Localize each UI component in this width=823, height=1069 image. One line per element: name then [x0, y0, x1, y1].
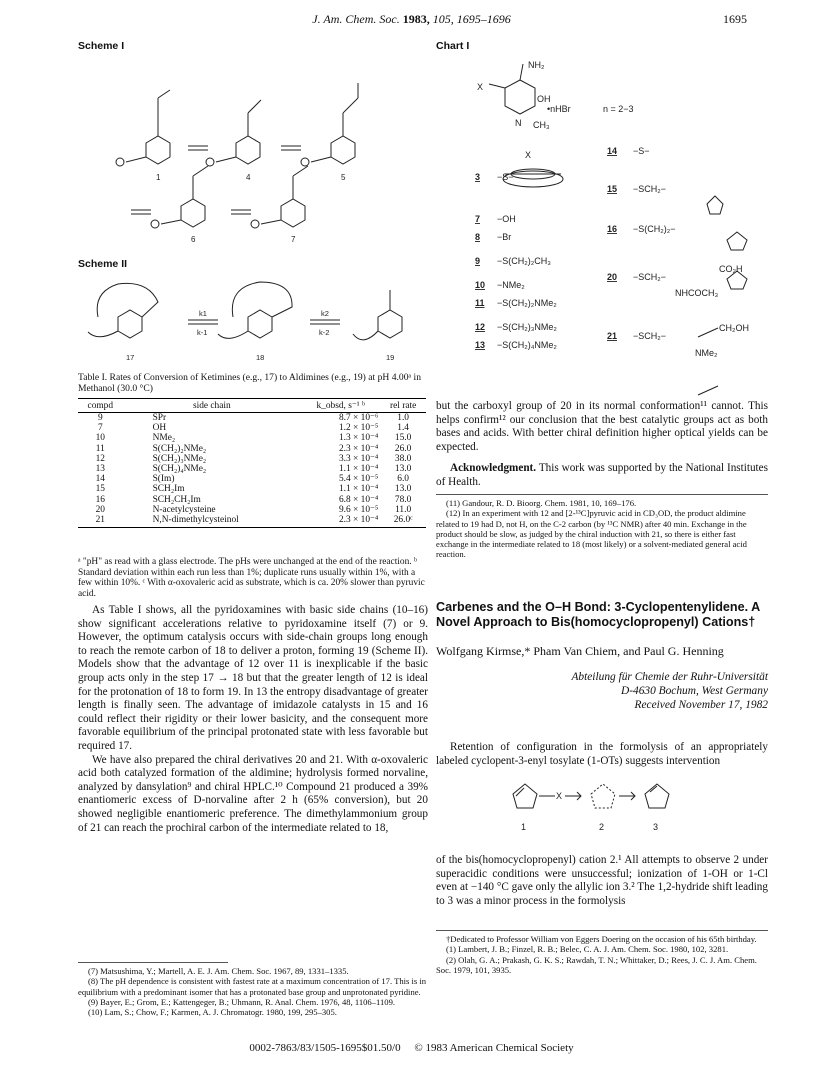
rates-table	[78, 398, 426, 528]
chart-x-header: X	[525, 150, 532, 160]
scheme-1-label: Scheme I	[78, 40, 125, 52]
right-footnotes	[436, 498, 768, 560]
cell-side-chain: N-acetylcysteine	[152, 504, 216, 515]
scheme-number-1: 1	[521, 822, 527, 832]
affiliation-line-2: D-4630 Bochum, West Germany	[621, 685, 768, 697]
chart-entry-group: −S(CH₂)₃NMe₂	[497, 322, 557, 332]
table-row	[78, 433, 426, 443]
acknowledgment-label: Acknowledgment.	[450, 462, 537, 475]
article-title: Carbenes and the O–H Bond: 3-Cyclopentenylidene. A Novel Approach to Bis(homocyclopropenyl) Cations†	[436, 600, 760, 629]
chart-entry-group: −SCH₂−	[633, 272, 667, 282]
cell-kobsd: 5.4 × 10⁻⁵	[338, 474, 379, 485]
footnote-2: (2) Olah, G. A.; Prakash, G. K. S.; Rawdah, T. N.; Whittaker, D.; Rees, J. C. J. Am. Chem. Soc. 1979, 101, 3935.	[436, 954, 757, 975]
cell-rel-rate: 78.0	[394, 494, 412, 505]
chart-ch3: CH₃	[533, 120, 550, 130]
table-header-row	[78, 399, 426, 413]
chart-entry-group: −OH	[497, 214, 516, 224]
compound-label-18: 18	[256, 353, 265, 362]
chart-x: X	[477, 82, 484, 92]
cell-side-chain: S(CH₂)₃NMe₂	[152, 453, 207, 464]
footnote-dagger: †Dedicated to Professor William von Eggers Doering on the occasion of his 65th birthday.	[446, 934, 757, 944]
cell-rel-rate: 1.0	[397, 413, 409, 423]
rate-k-1: k-1	[197, 328, 208, 337]
cell-compd: 16	[95, 494, 105, 505]
footnote-1: (1) Lambert, J. B.; Finzel, R. B.; Belec, C. A. J. Am. Chem. Soc. 1980, 102, 3281.	[446, 944, 729, 955]
chart-entry-number: 3	[475, 172, 481, 182]
chart-entry-number: 9	[475, 256, 481, 266]
cell-rel-rate: 26.0	[394, 443, 412, 454]
chart-entry-substituent: NMe₂	[695, 348, 718, 358]
rate-k-2: k-2	[319, 328, 330, 337]
cell-compd: 11	[95, 443, 105, 454]
cell-side-chain: SPr	[152, 413, 167, 423]
footnote-10: (10) Lam, S.; Chow, F.; Karmen, A. J. Chromatogr. 1980, 199, 295–305.	[88, 1007, 337, 1018]
article-authors: Wolfgang Kirmse,* Pham Van Chiem, and Paul G. Henning	[436, 644, 724, 658]
footnote-divider	[78, 962, 228, 963]
cell-compd: 12	[95, 453, 105, 464]
cell-compd: 10	[95, 433, 105, 444]
paragraph: but the carboxyl group of 20 in its normal conformation¹¹ cannot. This helps confirm¹² our conclusion that the best catalytic groups act as both bases and acids. With better chiral definition higher optical yields can be expected.	[436, 400, 768, 453]
cell-kobsd: 1.1 × 10⁻⁴	[338, 484, 379, 495]
table-row	[78, 444, 426, 454]
cell-compd: 7	[97, 423, 103, 434]
paragraph: Retention of configuration in the formolysis of an appropriately labeled cyclopent-3-enyl tosylate (1-OTs) suggests intervention	[436, 741, 768, 767]
footer-code: 0002-7863/83/1505-1695$01.50/0	[249, 1042, 401, 1054]
table-row	[78, 484, 426, 494]
chart-entry-number: 11	[475, 298, 485, 308]
cell-kobsd: 6.8 × 10⁻⁴	[338, 494, 379, 505]
chart-entry-number: 10	[475, 280, 486, 290]
chart-entry-number: 13	[475, 340, 486, 350]
cell-kobsd: 8.7 × 10⁻⁶	[338, 413, 379, 423]
chart-entry-group: −S−	[633, 146, 650, 156]
cell-rel-rate: 15.0	[394, 433, 412, 444]
scheme-1-figure	[96, 58, 396, 248]
acknowledgment-text: This work was supported by the National Institutes of Health.	[436, 462, 768, 488]
chart-entry-substituent: NHCOCH₃	[675, 288, 719, 298]
journal-year: 1983,	[402, 12, 430, 26]
right-bottom-footnotes	[436, 934, 768, 975]
cell-compd: 13	[95, 464, 105, 475]
table-row	[78, 474, 426, 484]
cell-kobsd: 9.6 × 10⁻⁵	[338, 504, 379, 515]
scheme-number-2: 2	[599, 822, 605, 832]
table-row	[78, 495, 426, 505]
chart-entry-number: 8	[475, 232, 481, 242]
scheme-2-label: Scheme II	[78, 258, 128, 270]
table-row	[78, 464, 426, 474]
cell-rel-rate: 6.0	[397, 474, 409, 485]
cell-side-chain: S(CH₂)₄NMe₂	[152, 464, 207, 475]
chart-entry-group: −SCH₂−	[633, 184, 667, 194]
footnote-divider	[436, 930, 768, 931]
chart-entry-group: −S(CH₂)₂NMe₂	[497, 298, 557, 308]
cell-compd: 21	[78, 515, 123, 528]
scheme-x: X	[556, 791, 563, 801]
cell-side-chain: NMe₂	[152, 433, 176, 444]
compound-label-4: 4	[246, 173, 251, 182]
col-header-side-chain: side chain	[123, 399, 301, 413]
chart-n-range: n = 2−3	[603, 104, 634, 114]
chart-entry-group: −S(CH₂)₂−	[633, 224, 676, 234]
cell-rel-rate: 38.0	[394, 453, 412, 464]
chart-entry-tail: CH₂OH	[719, 323, 749, 333]
chart-1-label: Chart I	[436, 40, 470, 52]
compound-label-19: 19	[386, 353, 395, 362]
footnote-12: (12) In an experiment with 12 and [2-¹³C]pyruvic acid in CD₃OD, the product aldimine related to 19 had D, not H, on the C-2 carbon (by ¹³C NMR) after 40 min. Exchange in the product should be slow, as judged by the chiral induction with 21, so there is either fast exchange in the intermediate related to 18 (most likely) or a solvent-mediated general acid reaction.	[436, 508, 747, 560]
chart-entry-number: 16	[607, 224, 618, 234]
cell-kobsd: 2.3 × 10⁻⁴	[338, 443, 379, 454]
cell-side-chain: SCH₂Im	[152, 484, 185, 495]
affiliation-line-1: Abteilung für Chemie der Ruhr-Universität	[571, 671, 768, 683]
footnote-7: (7) Matsushima, Y.; Martell, A. E. J. Am. Chem. Soc. 1967, 89, 1331–1335.	[88, 966, 349, 976]
chart-entry-number: 14	[607, 146, 618, 156]
cell-rel-rate: 13.0	[394, 464, 412, 475]
table-row	[78, 454, 426, 464]
journal-volume: 105,	[432, 12, 454, 26]
chart-entry-number: 15	[607, 184, 618, 194]
col-header-compd: compd	[78, 399, 123, 413]
table-row	[78, 413, 426, 424]
col-header-kobsd: k_obsd, s⁻¹ ᵇ	[301, 399, 380, 413]
footnote-9: (9) Bayer, E.; Grom, E.; Kattengeger, B.; Uhmann, R. Anal. Chem. 1976, 48, 1106–1109.	[88, 996, 396, 1007]
paragraph: We have also prepared the chiral derivatives 20 and 21. With α-oxovaleric acid both catalyzed formation of the aldimine; hydrolysis formed norvaline, analyzed by dansylation⁹ and chiral HPLC.¹⁰ Compound 21 produced a 39% enantiomeric excess of D-norvaline after 2 h (65% conversion), but 20 showed negligible enantiomeric preference. The dimethylammonium group of 21 can reach the prochiral carbon of the intermediate related to 18,	[78, 753, 428, 834]
cell-compd: 20	[95, 504, 105, 515]
cell-kobsd: 3.3 × 10⁻⁴	[338, 453, 379, 464]
chart-oh: OH	[537, 94, 551, 104]
running-header	[0, 12, 823, 27]
paragraph: of the bis(homocyclopropenyl) cation 2.¹ All attempts to observe 2 under superacidic conditions were unsuccessful; ionization of 1-OH or 1-Cl even at −140 °C gave only the allylic ion 3.² The 1,2-hydride shift leading to 3 was a minor process in the formolysis	[436, 854, 768, 907]
chart-entry-group: −S(CH₂)₂CH₃	[497, 256, 551, 266]
cell-rel-rate: 13.0	[394, 484, 412, 495]
footnote-divider	[436, 494, 768, 495]
chart-entry-group: −Br	[497, 232, 512, 242]
rate-k1: k1	[199, 309, 207, 318]
chart-entry-number: 20	[607, 272, 618, 282]
compound-label-7: 7	[291, 235, 296, 244]
cell-rel-rate: 11.0	[395, 504, 412, 515]
cell-kobsd: 1.2 × 10⁻⁵	[338, 423, 379, 434]
cell-compd: 9	[97, 413, 103, 423]
cell-compd: 14	[95, 474, 105, 485]
left-footnotes	[78, 966, 428, 1017]
chart-entry-group: −SCH₂−	[633, 331, 667, 341]
cell-side-chain: S(CH₂)₂NMe₂	[152, 443, 207, 454]
cell-side-chain: SCH₂CH₂Im	[152, 494, 201, 505]
article-affiliation	[436, 670, 768, 712]
chart-entry-number: 12	[475, 322, 486, 332]
cell-kobsd: 1.3 × 10⁻⁴	[338, 433, 379, 444]
page-footer	[0, 1042, 823, 1054]
table-caption: Table I. Rates of Conversion of Ketimines (e.g., 17) to Aldimines (e.g., 19) at pH 4.00ᵃ in Methanol (30.0 °C)	[78, 372, 421, 394]
compound-label-6: 6	[191, 235, 196, 244]
cell-rel-rate: 1.4	[397, 423, 409, 434]
table-row	[78, 423, 426, 433]
chart-entry-group: −NMe₂	[497, 280, 525, 290]
cell-side-chain: S(Im)	[152, 474, 175, 485]
cell-kobsd: 1.1 × 10⁻⁴	[338, 464, 379, 475]
cell-compd: 15	[95, 484, 105, 495]
abstract-text	[436, 741, 768, 768]
chart-hbr: •nHBr	[547, 104, 571, 114]
compound-label-17: 17	[126, 353, 135, 362]
chart-entry-number: 7	[475, 214, 481, 224]
cell-rel-rate: 26.0ᶜ	[380, 515, 426, 528]
chart-nh2: NH₂	[528, 60, 545, 70]
cell-kobsd: 2.3 × 10⁻⁴	[301, 515, 380, 528]
table-row	[78, 515, 426, 528]
table-body	[78, 413, 426, 528]
compound-label-5: 5	[341, 173, 346, 182]
chart-entry-group: −S−	[497, 172, 514, 182]
chart-entry-number: 21	[607, 331, 618, 341]
cation-scheme-figure	[505, 772, 705, 834]
received-date: Received November 17, 1982	[634, 699, 768, 711]
right-continued-text	[436, 400, 768, 490]
footer-copyright: © 1983 American Chemical Society	[414, 1042, 574, 1054]
journal-name: J. Am. Chem. Soc.	[312, 12, 400, 26]
cell-side-chain: OH	[152, 423, 167, 434]
left-body-text	[78, 604, 428, 835]
right-body-text	[436, 854, 768, 908]
rate-k2: k2	[321, 309, 329, 318]
col-header-rel-rate: rel rate	[380, 399, 426, 413]
paragraph: As Table I shows, all the pyridoxamines with basic side chains (10–16) show significant accelerations relative to pyridoxamine itself (7) or 9. However, the optimum catalysis occurs with side-chain groups long enough to reach the remote carbon of 18 to deliver a proton, forming 19 (Scheme II). Models show that the advantage of 12 over 11 is inexplicable if the basic group acts only in the step 17 → 18 but that the greater length of 12 is ideal for the protonation of 18 to form 19. In 13 the entropy disadvantage of greater length is finally seen. The advantage of imidazole catalysts in 15 and 16 could reflect their rigidity or their lower basicity, and the consequent more favorable equilibrium of the principal protonated state with less favorable but required 17.	[78, 604, 428, 752]
chart-1-figure	[475, 56, 765, 396]
page-number: 1695	[723, 12, 747, 26]
footnote-8: (8) The pH dependence is consistent with fastest rate at a maximum concentration of 17. This is in equilibrium with a predominant isomer that has a protonated base group and unprotonated pyridine.	[78, 976, 427, 997]
cell-side-chain: N,N-dimethylcysteinol	[123, 515, 301, 528]
scheme-2-figure	[78, 272, 418, 367]
journal-pages: 1695–1696	[456, 12, 511, 26]
scheme-number-3: 3	[653, 822, 659, 832]
chart-entry-group: −S(CH₂)₄NMe₂	[497, 340, 557, 350]
table-row	[78, 505, 426, 515]
footnote-11: (11) Gandour, R. D. Bioorg. Chem. 1981, 10, 169–176.	[446, 498, 637, 508]
chart-entry-tail: CO₂H	[719, 264, 743, 274]
compound-label-1: 1	[156, 173, 161, 182]
table-footnote: ᵃ "pH" as read with a glass electrode. The pHs were unchanged at the end of the reaction. ᵇ Standard deviation within each run less than 1%; duplicate runs usually within 1%, with a few within 10%. ᶜ With α-oxovaleric acid as substrate, which is ca. 20% slower than pyruvic acid.	[78, 557, 425, 599]
chart-n: N	[515, 118, 522, 128]
